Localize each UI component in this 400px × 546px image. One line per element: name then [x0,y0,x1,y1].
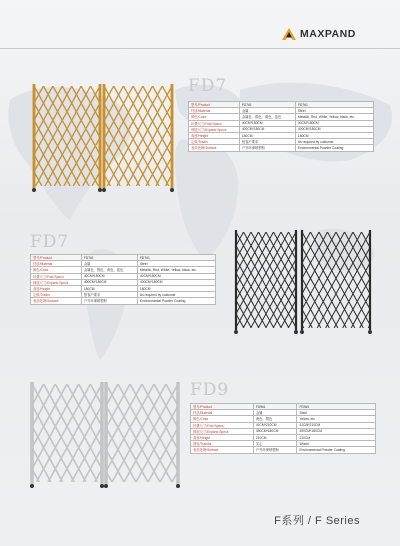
spec-value: Environmental Powder Coating [137,298,215,304]
spec-value: Environmental Powder Coating [297,447,376,453]
gate-lattice-panel [26,86,178,186]
spec-value: 180CM [81,285,137,291]
spec-value: 400CM*180CM [81,279,137,285]
spec-value: 40CM*180CM [81,273,137,279]
spec-table-fd7-gold [188,101,374,152]
spec-label: 表面处理/Surface [31,298,82,304]
gold-expanding-gate-image [26,74,178,198]
spec-label: 材质/Material [191,410,254,416]
spec-table-fd9 [190,403,376,454]
spec-value: FD7#1 [295,102,373,108]
silver-expanding-gate-image [26,376,186,496]
spec-value: 400CM*180CM [295,126,373,132]
spec-value: Steel [295,108,373,114]
spec-value: Metallic, Red, White, Yellow, black, etc. [295,114,373,120]
spec-label: 定做/Tradin [31,292,82,298]
spec-label: 型号/Product [189,102,240,108]
spec-label: 高度/Height [189,132,240,138]
header-divider [0,48,400,49]
spec-value: 40CM*180CM [239,120,295,126]
spec-label: 伸展尺寸/Expand Specs [189,126,240,132]
spec-value: As required by customer [295,139,373,145]
spec-value: 180CM [137,285,215,291]
spec-label: 型号/Product [191,404,254,410]
spec-label: 颜色/Color [191,416,254,422]
spec-value: FD7#1 [81,255,137,261]
spec-label: 颜色/Color [189,114,240,120]
spec-label: 折叠尺寸/Fold Specs [189,120,240,126]
spec-label: 滑轮/Trandis [191,441,254,447]
spec-value: 40CM*180CM [137,273,215,279]
model-title-fd7-gold: FD7 [188,76,228,96]
spec-value: 180CM [239,132,295,138]
spec-value: Wheel [297,441,376,447]
spec-value: Yellow, etc. [297,416,376,422]
spec-value: 40CM*180CM [295,120,373,126]
spec-label: 颜色/Color [31,267,82,273]
spec-label: 高度/Height [191,434,254,440]
brand-logo [282,26,356,42]
spec-value: 金属 [81,261,137,267]
spec-row [189,145,374,151]
spec-label: 折叠尺寸/Fold Specs [31,273,82,279]
spec-value: FD7#1 [239,102,295,108]
spec-value: 黄色、银色 [253,416,297,422]
spec-value: 金属色、银色、黄色、蓝色 [239,114,295,120]
spec-value: FD7#1 [137,255,215,261]
brand-name: MAXPAND [300,28,356,40]
spec-row [31,298,216,304]
model-title-fd7-black: FD7 [30,232,70,252]
spec-value: 户外环保喷塑粉 [239,145,295,151]
model-title-fd9: FD9 [190,380,230,400]
spec-row [191,447,376,453]
spec-value: 490CM*180CM [297,428,376,434]
spec-table-fd7-black [30,254,216,305]
spec-label: 表面处理/Surface [189,145,240,151]
spec-value: 210CM [297,434,376,440]
spec-value: Metallic, Red, White, Yellow, black, etc. [137,267,215,273]
spec-value: 180CM [295,132,373,138]
spec-label: 伸展尺寸/Expand Specs [191,428,254,434]
spec-value: 41CM*210CM [297,422,376,428]
spec-value: 户外环保喷塑粉 [81,298,137,304]
spec-label: 折叠尺寸/Fold Specs [191,422,254,428]
spec-value: 户外环保喷塑粉 [253,447,297,453]
spec-value: FD9#1 [297,404,376,410]
spec-label: 高度/Height [31,285,82,291]
spec-value: 490CM*180CM [253,428,297,434]
spec-label: 材质/Material [189,108,240,114]
spec-value: 41CM*210CM [253,422,297,428]
spec-label: 材质/Material [31,261,82,267]
maxpand-logo-icon [282,28,296,40]
spec-label: 型号/Product [31,255,82,261]
spec-value: 金属 [239,108,295,114]
spec-value: FD9#1 [253,404,297,410]
gate-lattice-panel [26,86,178,186]
spec-value: 按客户要求 [239,139,295,145]
spec-value: As required by customer [137,292,215,298]
spec-value: Steel [297,410,376,416]
spec-value: Steel [137,261,215,267]
spec-value: 400CM*180CM [137,279,215,285]
spec-value: 210CM [253,434,297,440]
black-expanding-gate-image [226,224,376,340]
spec-label: 伸展尺寸/Expand Specs [31,279,82,285]
spec-value: 400CM*180CM [239,126,295,132]
spec-label: 表面处理/Surface [191,447,254,453]
series-footer: F系列 / F Series [274,515,360,527]
spec-value: 按客户要求 [81,292,137,298]
spec-value: 实心 [253,441,297,447]
spec-value: 金属色、银色、黄色、蓝色 [81,267,137,273]
spec-value: 金属 [253,410,297,416]
spec-value: Environmental Powder Coating [295,145,373,151]
spec-label: 定做/Tradin [189,139,240,145]
